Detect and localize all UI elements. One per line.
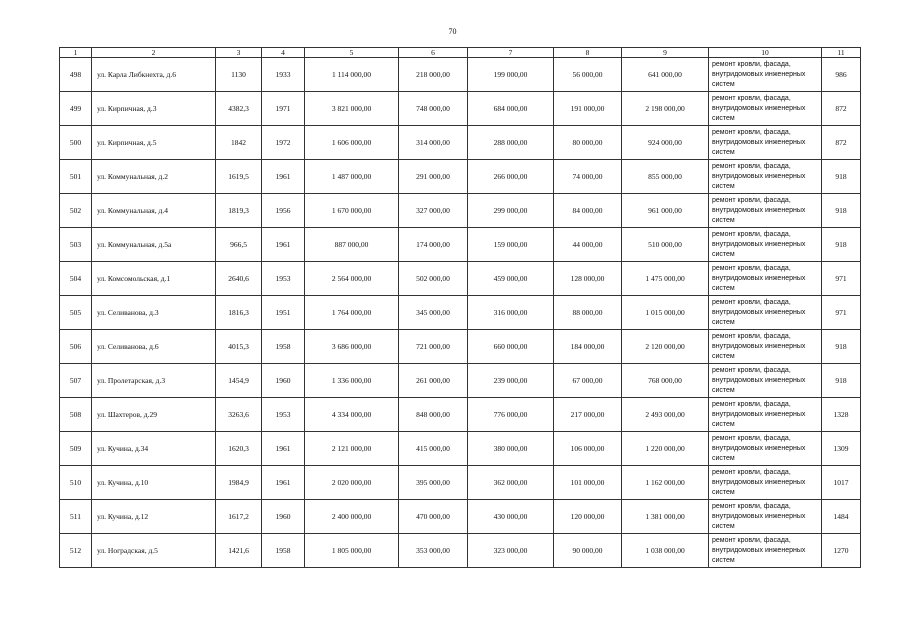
area-cell: 1421,6 [216, 534, 262, 568]
col11-value-cell: 986 [822, 58, 861, 92]
cost-col7-cell: 380 000,00 [468, 432, 554, 466]
cost-col8-cell: 184 000,00 [554, 330, 622, 364]
row-number-cell: 506 [60, 330, 92, 364]
row-number-cell: 509 [60, 432, 92, 466]
address-cell: ул. Кучина, д.10 [92, 466, 216, 500]
column-header: 1 [60, 48, 92, 58]
cost-col7-cell: 684 000,00 [468, 92, 554, 126]
year-cell: 1972 [262, 126, 305, 160]
cost-col9-cell: 1 220 000,00 [622, 432, 709, 466]
column-header: 10 [709, 48, 822, 58]
cost-col6-cell: 291 000,00 [399, 160, 468, 194]
cost-col6-cell: 218 000,00 [399, 58, 468, 92]
work-type-cell: ремонт кровли, фасада, внутридомовых инженерных систем [709, 296, 822, 330]
work-type-cell: ремонт кровли, фасада, внутридомовых инженерных систем [709, 364, 822, 398]
year-cell: 1951 [262, 296, 305, 330]
page-number: 70 [448, 27, 457, 36]
column-number-header-row [60, 48, 861, 58]
cost-col9-cell: 855 000,00 [622, 160, 709, 194]
total-cost-cell: 887 000,00 [305, 228, 399, 262]
area-cell: 1617,2 [216, 500, 262, 534]
work-type-cell: ремонт кровли, фасада, внутридомовых инженерных систем [709, 194, 822, 228]
cost-col8-cell: 67 000,00 [554, 364, 622, 398]
address-cell: ул. Селиванова, д.6 [92, 330, 216, 364]
col11-value-cell: 918 [822, 160, 861, 194]
cost-col8-cell: 90 000,00 [554, 534, 622, 568]
cost-col7-cell: 159 000,00 [468, 228, 554, 262]
column-header: 3 [216, 48, 262, 58]
row-number-cell: 502 [60, 194, 92, 228]
cost-col6-cell: 345 000,00 [399, 296, 468, 330]
year-cell: 1961 [262, 160, 305, 194]
row-number-cell: 511 [60, 500, 92, 534]
total-cost-cell: 1 487 000,00 [305, 160, 399, 194]
col11-value-cell: 971 [822, 296, 861, 330]
total-cost-cell: 1 114 000,00 [305, 58, 399, 92]
cost-col7-cell: 430 000,00 [468, 500, 554, 534]
address-cell: ул. Пролетарская, д.3 [92, 364, 216, 398]
column-header: 4 [262, 48, 305, 58]
area-cell: 1984,9 [216, 466, 262, 500]
cost-col9-cell: 1 475 000,00 [622, 262, 709, 296]
repair-register-table [59, 47, 861, 568]
address-cell: ул. Кирпичная, д.5 [92, 126, 216, 160]
cost-col7-cell: 266 000,00 [468, 160, 554, 194]
total-cost-cell: 2 020 000,00 [305, 466, 399, 500]
area-cell: 1619,5 [216, 160, 262, 194]
col11-value-cell: 1309 [822, 432, 861, 466]
column-header: 2 [92, 48, 216, 58]
col11-value-cell: 872 [822, 92, 861, 126]
work-type-cell: ремонт кровли, фасада, внутридомовых инженерных систем [709, 160, 822, 194]
total-cost-cell: 1 805 000,00 [305, 534, 399, 568]
work-type-cell: ремонт кровли, фасада, внутридомовых инженерных систем [709, 432, 822, 466]
table-row [60, 330, 861, 364]
table-row [60, 466, 861, 500]
cost-col6-cell: 848 000,00 [399, 398, 468, 432]
cost-col6-cell: 502 000,00 [399, 262, 468, 296]
column-header: 7 [468, 48, 554, 58]
cost-col9-cell: 1 015 000,00 [622, 296, 709, 330]
cost-col9-cell: 768 000,00 [622, 364, 709, 398]
col11-value-cell: 971 [822, 262, 861, 296]
cost-col6-cell: 470 000,00 [399, 500, 468, 534]
cost-col7-cell: 299 000,00 [468, 194, 554, 228]
col11-value-cell: 918 [822, 364, 861, 398]
col11-value-cell: 872 [822, 126, 861, 160]
cost-col6-cell: 395 000,00 [399, 466, 468, 500]
work-type-cell: ремонт кровли, фасада, внутридомовых инженерных систем [709, 500, 822, 534]
cost-col8-cell: 101 000,00 [554, 466, 622, 500]
cost-col7-cell: 459 000,00 [468, 262, 554, 296]
cost-col7-cell: 316 000,00 [468, 296, 554, 330]
cost-col8-cell: 128 000,00 [554, 262, 622, 296]
table-row [60, 398, 861, 432]
cost-col9-cell: 2 493 000,00 [622, 398, 709, 432]
work-type-cell: ремонт кровли, фасада, внутридомовых инженерных систем [709, 398, 822, 432]
cost-col8-cell: 88 000,00 [554, 296, 622, 330]
cost-col6-cell: 748 000,00 [399, 92, 468, 126]
address-cell: ул. Кучина, д.34 [92, 432, 216, 466]
table-row [60, 500, 861, 534]
table-row [60, 194, 861, 228]
cost-col7-cell: 199 000,00 [468, 58, 554, 92]
year-cell: 1961 [262, 466, 305, 500]
column-header: 6 [399, 48, 468, 58]
cost-col8-cell: 56 000,00 [554, 58, 622, 92]
cost-col6-cell: 174 000,00 [399, 228, 468, 262]
col11-value-cell: 1270 [822, 534, 861, 568]
row-number-cell: 510 [60, 466, 92, 500]
year-cell: 1956 [262, 194, 305, 228]
work-type-cell: ремонт кровли, фасада, внутридомовых инженерных систем [709, 228, 822, 262]
register-body [60, 58, 861, 568]
work-type-cell: ремонт кровли, фасада, внутридомовых инженерных систем [709, 92, 822, 126]
year-cell: 1933 [262, 58, 305, 92]
cost-col9-cell: 924 000,00 [622, 126, 709, 160]
year-cell: 1958 [262, 330, 305, 364]
table-row [60, 262, 861, 296]
year-cell: 1953 [262, 262, 305, 296]
table-row [60, 92, 861, 126]
cost-col7-cell: 776 000,00 [468, 398, 554, 432]
row-number-cell: 507 [60, 364, 92, 398]
table-row [60, 228, 861, 262]
work-type-cell: ремонт кровли, фасада, внутридомовых инженерных систем [709, 466, 822, 500]
cost-col8-cell: 80 000,00 [554, 126, 622, 160]
row-number-cell: 505 [60, 296, 92, 330]
cost-col6-cell: 415 000,00 [399, 432, 468, 466]
area-cell: 1620,3 [216, 432, 262, 466]
cost-col9-cell: 1 038 000,00 [622, 534, 709, 568]
total-cost-cell: 1 606 000,00 [305, 126, 399, 160]
address-cell: ул. Комсомольская, д.1 [92, 262, 216, 296]
col11-value-cell: 1484 [822, 500, 861, 534]
area-cell: 1454,9 [216, 364, 262, 398]
cost-col8-cell: 74 000,00 [554, 160, 622, 194]
address-cell: ул. Селиванова, д.3 [92, 296, 216, 330]
area-cell: 4382,3 [216, 92, 262, 126]
cost-col9-cell: 1 162 000,00 [622, 466, 709, 500]
area-cell: 1819,3 [216, 194, 262, 228]
cost-col9-cell: 961 000,00 [622, 194, 709, 228]
cost-col6-cell: 314 000,00 [399, 126, 468, 160]
cost-col7-cell: 362 000,00 [468, 466, 554, 500]
address-cell: ул. Ноградская, д.5 [92, 534, 216, 568]
cost-col9-cell: 510 000,00 [622, 228, 709, 262]
table-row [60, 534, 861, 568]
address-cell: ул. Карла Либкнехта, д.6 [92, 58, 216, 92]
total-cost-cell: 1 336 000,00 [305, 364, 399, 398]
table-row [60, 160, 861, 194]
address-cell: ул. Коммунальная, д.4 [92, 194, 216, 228]
total-cost-cell: 3 686 000,00 [305, 330, 399, 364]
cost-col6-cell: 721 000,00 [399, 330, 468, 364]
column-header: 9 [622, 48, 709, 58]
col11-value-cell: 1017 [822, 466, 861, 500]
total-cost-cell: 4 334 000,00 [305, 398, 399, 432]
area-cell: 3263,6 [216, 398, 262, 432]
area-cell: 4015,3 [216, 330, 262, 364]
year-cell: 1960 [262, 500, 305, 534]
cost-col7-cell: 323 000,00 [468, 534, 554, 568]
area-cell: 1130 [216, 58, 262, 92]
work-type-cell: ремонт кровли, фасада, внутридомовых инженерных систем [709, 330, 822, 364]
cost-col8-cell: 120 000,00 [554, 500, 622, 534]
area-cell: 1816,3 [216, 296, 262, 330]
cost-col8-cell: 44 000,00 [554, 228, 622, 262]
cost-col8-cell: 217 000,00 [554, 398, 622, 432]
total-cost-cell: 1 670 000,00 [305, 194, 399, 228]
table-row [60, 126, 861, 160]
year-cell: 1958 [262, 534, 305, 568]
row-number-cell: 508 [60, 398, 92, 432]
total-cost-cell: 1 764 000,00 [305, 296, 399, 330]
area-cell: 2640,6 [216, 262, 262, 296]
cost-col7-cell: 239 000,00 [468, 364, 554, 398]
row-number-cell: 504 [60, 262, 92, 296]
table-row [60, 432, 861, 466]
row-number-cell: 503 [60, 228, 92, 262]
row-number-cell: 512 [60, 534, 92, 568]
year-cell: 1961 [262, 228, 305, 262]
cost-col9-cell: 1 381 000,00 [622, 500, 709, 534]
total-cost-cell: 3 821 000,00 [305, 92, 399, 126]
column-header: 11 [822, 48, 861, 58]
cost-col6-cell: 327 000,00 [399, 194, 468, 228]
table-row [60, 364, 861, 398]
column-header: 8 [554, 48, 622, 58]
cost-col8-cell: 84 000,00 [554, 194, 622, 228]
cost-col6-cell: 353 000,00 [399, 534, 468, 568]
table-row [60, 58, 861, 92]
address-cell: ул. Кучина, д.12 [92, 500, 216, 534]
total-cost-cell: 2 564 000,00 [305, 262, 399, 296]
year-cell: 1953 [262, 398, 305, 432]
cost-col8-cell: 106 000,00 [554, 432, 622, 466]
row-number-cell: 498 [60, 58, 92, 92]
year-cell: 1960 [262, 364, 305, 398]
col11-value-cell: 1328 [822, 398, 861, 432]
address-cell: ул. Кирпичная, д.3 [92, 92, 216, 126]
total-cost-cell: 2 121 000,00 [305, 432, 399, 466]
year-cell: 1971 [262, 92, 305, 126]
col11-value-cell: 918 [822, 194, 861, 228]
work-type-cell: ремонт кровли, фасада, внутридомовых инженерных систем [709, 58, 822, 92]
work-type-cell: ремонт кровли, фасада, внутридомовых инженерных систем [709, 534, 822, 568]
row-number-cell: 501 [60, 160, 92, 194]
work-type-cell: ремонт кровли, фасада, внутридомовых инженерных систем [709, 262, 822, 296]
row-number-cell: 499 [60, 92, 92, 126]
cost-col9-cell: 641 000,00 [622, 58, 709, 92]
area-cell: 1842 [216, 126, 262, 160]
work-type-cell: ремонт кровли, фасада, внутридомовых инженерных систем [709, 126, 822, 160]
cost-col7-cell: 660 000,00 [468, 330, 554, 364]
address-cell: ул. Шахтеров, д.29 [92, 398, 216, 432]
column-header: 5 [305, 48, 399, 58]
col11-value-cell: 918 [822, 228, 861, 262]
address-cell: ул. Коммунальная, д.5а [92, 228, 216, 262]
cost-col6-cell: 261 000,00 [399, 364, 468, 398]
area-cell: 966,5 [216, 228, 262, 262]
table-row [60, 296, 861, 330]
col11-value-cell: 918 [822, 330, 861, 364]
total-cost-cell: 2 400 000,00 [305, 500, 399, 534]
address-cell: ул. Коммунальная, д.2 [92, 160, 216, 194]
row-number-cell: 500 [60, 126, 92, 160]
cost-col7-cell: 288 000,00 [468, 126, 554, 160]
year-cell: 1961 [262, 432, 305, 466]
cost-col9-cell: 2 198 000,00 [622, 92, 709, 126]
cost-col9-cell: 2 120 000,00 [622, 330, 709, 364]
cost-col8-cell: 191 000,00 [554, 92, 622, 126]
